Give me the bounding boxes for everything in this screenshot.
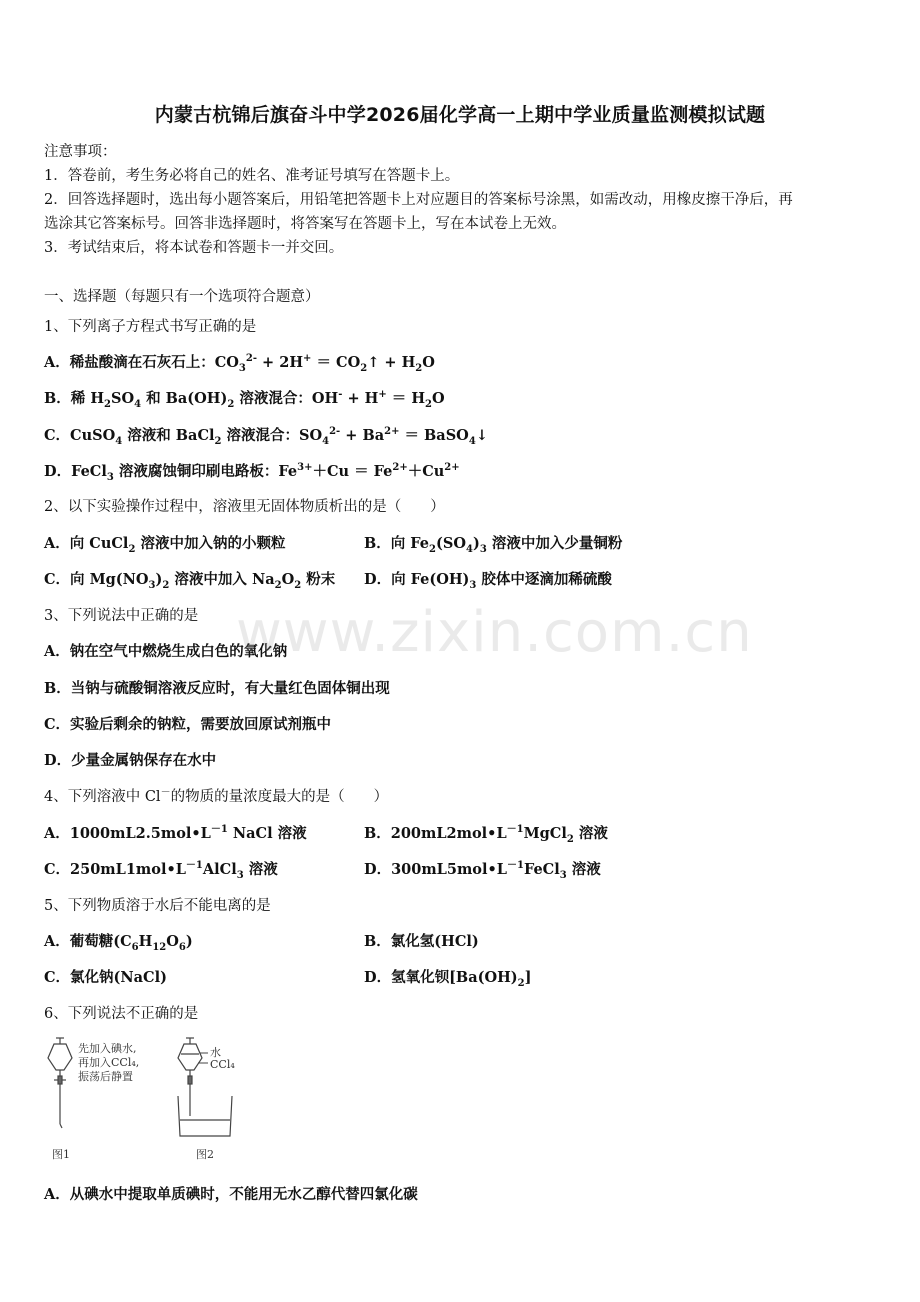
fig1-note-line-1: 先加入碘水, [78,1042,137,1055]
question-3-option-d: D．少量金属钠保存在水中 [44,752,217,769]
notice-heading: 注意事项： [44,144,117,160]
question-3-stem: 3、下列说法中正确的是 [44,608,199,624]
funnel-2-icon [178,1038,202,1116]
question-4-option-c: C．$250mL1mol•L^{-1}AlCl_3$ 溶液 [44,860,278,881]
notice-item-3: 3．考试结束后，将本试卷和答题卡一并交回。 [44,240,344,256]
notice-item-1: 1．答卷前，考生务必将自己的姓名、准考证号填写在答题卡上。 [44,168,460,184]
question-1-option-b: B．稀 $H_2SO_4$ 和 $Ba(OH)_2$ 溶液混合：$OH^- + H^+ = H_2O$ [44,389,445,410]
question-5-option-a: A．葡萄糖$(C_6H_{12}O_6)$ [44,933,193,953]
question-4-option-d: D．$300mL5mol•L^{-1}FeCl_3$ 溶液 [364,860,601,881]
notice-item-2-cont: 选涂其它答案标号。回答非选择题时，将答案写在答题卡上，写在本试卷上无效。 [44,216,566,232]
question-4-option-b: B．$200mL2mol•L^{-1}MgCl_2$ 溶液 [364,824,608,845]
stem-pre: 4、下列溶液中 Cl [44,789,161,805]
question-2-option-d: D．向 $Fe(OH)_3$ 胶体中逐滴加稀硫酸 [364,571,612,591]
question-1-option-d: D．FeCl$_3$ 溶液腐蚀铜印刷电路板：$Fe^{3+}+Cu = Fe^{2+}+Cu^{2+}$ [44,462,460,483]
separatory-funnel-figure [44,1036,264,1170]
question-1-stem: 1、下列离子方程式书写正确的是 [44,319,257,335]
question-3-option-a: A．钠在空气中燃烧生成白色的氧化钠 [44,643,288,660]
funnel-1-icon [48,1038,72,1128]
question-2-option-b: B．向 $Fe_2(SO_4)_3$ 溶液中加入少量铜粉 [364,535,623,555]
question-3-option-c: C．实验后剩余的钠粒，需要放回原试剂瓶中 [44,716,332,733]
funnel-diagram [44,1036,264,1166]
funnel-1-note [78,1041,139,1083]
fig1-note-line-2: 再加入CCl₄, [78,1056,140,1069]
question-6-option-a: A．从碘水中提取单质碘时，不能用无水乙醇代替四氯化碳 [44,1186,418,1203]
option-d-prefix: D． [44,463,72,480]
question-2-option-a: A．向 CuCl$_2$ 溶液中加入钠的小颗粒 [44,535,286,555]
option-a-prefix: A．稀盐酸滴在石灰石上： [44,354,215,371]
fig2-caption: 图2 [196,1148,214,1161]
question-4-option-a: A．$1000mL2.5mol•L^{-1}$ NaCl 溶液 [44,824,307,842]
fig1-note-line-3: 振荡后静置 [78,1070,133,1083]
beaker-icon [178,1096,232,1136]
notice-item-2: 2．回答选择题时，选出每小题答案后，用铅笔把答题卡上对应题目的答案标号涂黑，如需改动，用橡皮擦干净后，再 [44,192,793,208]
section-heading: 一、选择题（每题只有一个选项符合题意） [44,289,320,305]
question-5-option-b: B．氯化氢(HCl) [364,933,479,950]
fig1-caption: 图1 [52,1148,70,1161]
question-1-option-a: A．稀盐酸滴在石灰石上：$CO_3^{2-} + 2H^+$ ＝ $CO_2↑ + H_2O$ [44,353,435,374]
watermark: www.zixin.com.cn [236,600,753,665]
stem-post: 的物质的量浓度最大的是（ ） [170,789,389,805]
question-6-stem: 6、下列说法不正确的是 [44,1006,199,1022]
option-c-prefix: C． [44,427,71,444]
question-5-option-c: C．氯化钠(NaCl) [44,969,167,986]
fig2-label-ccl4: CCl₄ [210,1058,235,1071]
page-title: 内蒙古杭锦后旗奋斗中学2026届化学高一上期中学业质量监测模拟试题 [154,104,766,126]
question-2-stem: 2、以下实验操作过程中，溶液里无固体物质析出的是（ ） [44,499,445,515]
question-5-option-d: D．氢氧化钡$[Ba(OH)_2]$ [364,969,532,989]
question-1-option-c: C．CuSO$_4$ 溶液和 BaCl$_2$ 溶液混合：$SO_4^{2-} + Ba^{2+}$ ＝ BaSO$_4$↓ [44,426,488,447]
question-5-stem: 5、下列物质溶于水后不能电离的是 [44,898,271,914]
question-3-option-b: B．当钠与硫酸铜溶液反应时，有大量红色固体铜出现 [44,680,390,697]
question-4-stem: 4、下列溶液中 Cl－的物质的量浓度最大的是（ ） [44,787,389,805]
fig2-label-water: 水 [210,1046,221,1059]
option-b-prefix: B．稀 [44,390,91,407]
question-2-option-c: C．向 $Mg(NO_3)_2$ 溶液中加入 $Na_2O_2$ 粉末 [44,571,336,591]
